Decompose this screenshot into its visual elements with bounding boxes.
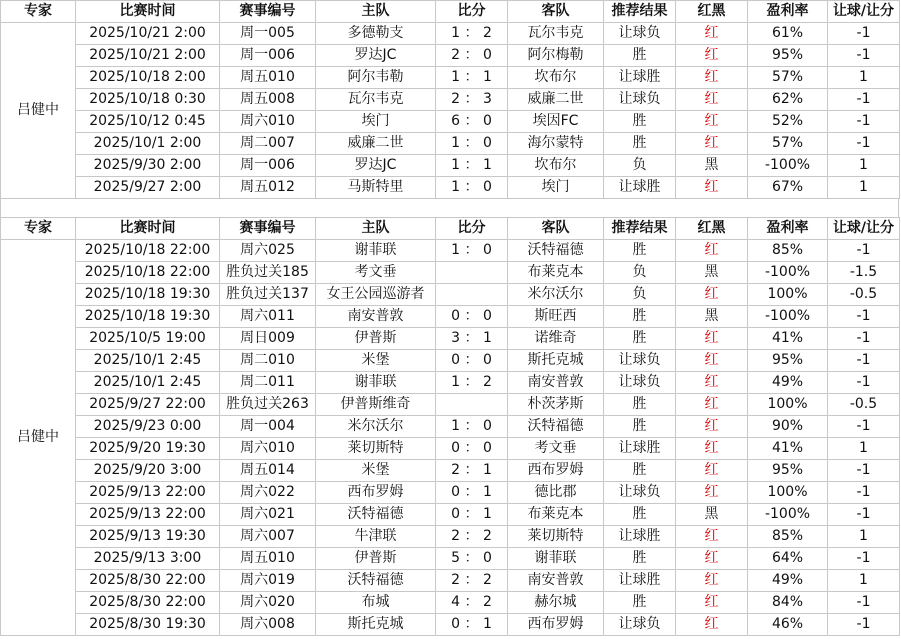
score-cell: 0 ： 0: [436, 438, 508, 460]
home-team-cell: 考文垂: [316, 262, 436, 284]
match-id-cell: 周日009: [220, 328, 316, 350]
away-team-cell: 莱切斯特: [508, 526, 604, 548]
home-team-cell: 谢菲联: [316, 372, 436, 394]
home-team-cell: 牛津联: [316, 526, 436, 548]
away-team-cell: 海尔蒙特: [508, 133, 604, 155]
score-cell: 6 ： 0: [436, 111, 508, 133]
away-team-cell: 瓦尔韦克: [508, 23, 604, 45]
home-team-cell: 南安普敦: [316, 306, 436, 328]
home-team-cell: 伊普斯维奇: [316, 394, 436, 416]
handicap-cell: 1: [828, 67, 900, 89]
match-id-cell: 周六007: [220, 526, 316, 548]
profit-rate-cell: 57%: [748, 133, 828, 155]
profit-rate-cell: 95%: [748, 460, 828, 482]
rate-header: 盈利率: [748, 218, 828, 240]
match-id-header: 赛事编号: [220, 1, 316, 23]
match-time-cell: 2025/8/30 19:30: [76, 614, 220, 636]
away-team-cell: 坎布尔: [508, 67, 604, 89]
home-team-cell: 多德勒支: [316, 23, 436, 45]
result-cell: 让球负: [604, 350, 676, 372]
handicap-cell: -1: [828, 23, 900, 45]
result-cell: 让球胜: [604, 438, 676, 460]
profit-rate-cell: 90%: [748, 416, 828, 438]
match-id-cell: 周六025: [220, 240, 316, 262]
table-row: [1, 460, 900, 482]
result-header: 推荐结果: [604, 1, 676, 23]
score-cell: 3 ： 1: [436, 328, 508, 350]
home-team-cell: 埃门: [316, 111, 436, 133]
profit-rate-cell: 46%: [748, 614, 828, 636]
result-cell: 负: [604, 284, 676, 306]
home-team-cell: 女王公园巡游者: [316, 284, 436, 306]
home-team-cell: 罗达JC: [316, 155, 436, 177]
table-row: [1, 438, 900, 460]
away-team-cell: 阿尔梅勒: [508, 45, 604, 67]
home-team-header: 主队: [316, 1, 436, 23]
table-row: [1, 526, 900, 548]
red-black-cell: 红: [676, 23, 748, 45]
match-time-cell: 2025/8/30 22:00: [76, 592, 220, 614]
result-cell: 让球胜: [604, 177, 676, 199]
handicap-cell: -1: [828, 306, 900, 328]
handicap-cell: -1: [828, 350, 900, 372]
away-team-cell: 德比郡: [508, 482, 604, 504]
match-id-cell: 周五010: [220, 67, 316, 89]
match-id-cell: 周一004: [220, 416, 316, 438]
score-cell: 0 ： 1: [436, 504, 508, 526]
result-cell: 胜: [604, 394, 676, 416]
table-row: [1, 155, 900, 177]
score-cell: 0 ： 1: [436, 614, 508, 636]
table-row: [1, 240, 900, 262]
table-row: [1, 23, 900, 45]
home-team-cell: 米堡: [316, 350, 436, 372]
match-time-cell: 2025/10/18 19:30: [76, 306, 220, 328]
match-time-cell: 2025/10/1 2:45: [76, 350, 220, 372]
match-id-cell: 周六010: [220, 438, 316, 460]
profit-rate-cell: 67%: [748, 177, 828, 199]
match-id-cell: 周二010: [220, 350, 316, 372]
table-row: [1, 177, 900, 199]
match-time-cell: 2025/8/30 22:00: [76, 570, 220, 592]
result-cell: 让球胜: [604, 526, 676, 548]
match-id-cell: 周一006: [220, 155, 316, 177]
handicap-cell: -1: [828, 111, 900, 133]
home-team-cell: 伊普斯: [316, 328, 436, 350]
match-time-cell: 2025/10/5 19:00: [76, 328, 220, 350]
red-black-cell: 红: [676, 438, 748, 460]
red-black-cell: 红: [676, 350, 748, 372]
away-team-cell: 斯旺西: [508, 306, 604, 328]
home-team-cell: 罗达JC: [316, 45, 436, 67]
red-black-header: 红黑: [676, 1, 748, 23]
result-cell: 负: [604, 155, 676, 177]
header-row: [1, 1, 900, 23]
result-cell: 胜: [604, 416, 676, 438]
handicap-cell: -1: [828, 482, 900, 504]
header-row: [1, 218, 900, 240]
match-time-cell: 2025/9/27 22:00: [76, 394, 220, 416]
match-id-cell: 周五012: [220, 177, 316, 199]
score-cell: 1 ： 0: [436, 416, 508, 438]
match-time-cell: 2025/9/20 3:00: [76, 460, 220, 482]
match-time-cell: 2025/9/13 22:00: [76, 504, 220, 526]
handicap-cell: -1: [828, 240, 900, 262]
handicap-cell: -1: [828, 504, 900, 526]
match-id-cell: 周六022: [220, 482, 316, 504]
profit-rate-cell: 62%: [748, 89, 828, 111]
away-team-cell: 斯托克城: [508, 350, 604, 372]
result-cell: 让球负: [604, 89, 676, 111]
match-id-cell: 周五010: [220, 548, 316, 570]
red-black-cell: 红: [676, 111, 748, 133]
table-row: [1, 133, 900, 155]
red-black-cell: 红: [676, 526, 748, 548]
match-time-cell: 2025/10/21 2:00: [76, 45, 220, 67]
red-black-header: 红黑: [676, 218, 748, 240]
away-team-cell: 埃因FC: [508, 111, 604, 133]
match-time-cell: 2025/10/12 0:45: [76, 111, 220, 133]
match-time-cell: 2025/10/18 22:00: [76, 240, 220, 262]
red-black-cell: 红: [676, 592, 748, 614]
profit-rate-cell: -100%: [748, 504, 828, 526]
table-row: [1, 592, 900, 614]
match-time-cell: 2025/10/18 2:00: [76, 67, 220, 89]
table-row: [1, 89, 900, 111]
handicap-cell: 1: [828, 438, 900, 460]
profit-rate-cell: 84%: [748, 592, 828, 614]
result-cell: 让球胜: [604, 67, 676, 89]
away-team-cell: 西布罗姆: [508, 460, 604, 482]
score-cell: 1 ： 1: [436, 67, 508, 89]
table-row: [1, 328, 900, 350]
table-row: [1, 504, 900, 526]
profit-rate-cell: 100%: [748, 482, 828, 504]
profit-rate-cell: -100%: [748, 306, 828, 328]
match-id-cell: 周六010: [220, 111, 316, 133]
expert-name-cell: 吕健中: [1, 23, 76, 199]
red-black-cell: 黑: [676, 262, 748, 284]
home-team-cell: 马斯特里: [316, 177, 436, 199]
match-id-cell: 周二007: [220, 133, 316, 155]
match-time-cell: 2025/9/20 19:30: [76, 438, 220, 460]
red-black-cell: 黑: [676, 306, 748, 328]
table-gap: [0, 198, 899, 217]
profit-rate-cell: 100%: [748, 394, 828, 416]
match-id-cell: 周一005: [220, 23, 316, 45]
result-cell: 负: [604, 262, 676, 284]
result-cell: 胜: [604, 328, 676, 350]
match-id-cell: 周六008: [220, 614, 316, 636]
table-row: [1, 262, 900, 284]
table-row: [1, 67, 900, 89]
score-cell: [436, 394, 508, 416]
handicap-cell: -1: [828, 614, 900, 636]
result-cell: 胜: [604, 592, 676, 614]
home-team-cell: 谢菲联: [316, 240, 436, 262]
home-team-cell: 沃特福德: [316, 504, 436, 526]
expert-name-cell: 吕健中: [1, 240, 76, 636]
away-team-header: 客队: [508, 1, 604, 23]
result-cell: 胜: [604, 548, 676, 570]
match-time-cell: 2025/9/30 2:00: [76, 155, 220, 177]
home-team-cell: 威廉二世: [316, 133, 436, 155]
score-cell: 2 ： 2: [436, 570, 508, 592]
away-team-cell: 布莱克本: [508, 262, 604, 284]
score-cell: 4 ： 2: [436, 592, 508, 614]
away-team-cell: 布莱克本: [508, 504, 604, 526]
home-team-cell: 莱切斯特: [316, 438, 436, 460]
match-id-cell: 胜负过关263: [220, 394, 316, 416]
red-black-cell: 红: [676, 394, 748, 416]
match-time-cell: 2025/10/1 2:45: [76, 372, 220, 394]
away-team-cell: 沃特福德: [508, 240, 604, 262]
result-header: 推荐结果: [604, 218, 676, 240]
table-row: [1, 284, 900, 306]
time-header: 比赛时间: [76, 1, 220, 23]
match-id-cell: 周六011: [220, 306, 316, 328]
match-time-cell: 2025/10/21 2:00: [76, 23, 220, 45]
away-team-cell: 南安普敦: [508, 570, 604, 592]
profit-rate-cell: 61%: [748, 23, 828, 45]
result-cell: 胜: [604, 504, 676, 526]
handicap-cell: -1: [828, 416, 900, 438]
handicap-cell: 1: [828, 155, 900, 177]
home-team-cell: 瓦尔韦克: [316, 89, 436, 111]
home-team-cell: 阿尔韦勒: [316, 67, 436, 89]
match-time-cell: 2025/10/18 0:30: [76, 89, 220, 111]
score-cell: [436, 284, 508, 306]
red-black-cell: 红: [676, 89, 748, 111]
red-black-cell: 红: [676, 614, 748, 636]
away-team-cell: 诺维奇: [508, 328, 604, 350]
table-row: [1, 570, 900, 592]
result-cell: 胜: [604, 306, 676, 328]
rate-header: 盈利率: [748, 1, 828, 23]
away-team-cell: 朴茨茅斯: [508, 394, 604, 416]
time-header: 比赛时间: [76, 218, 220, 240]
away-team-cell: 坎布尔: [508, 155, 604, 177]
result-cell: 胜: [604, 111, 676, 133]
red-black-cell: 红: [676, 372, 748, 394]
table-row: [1, 482, 900, 504]
handicap-header: 让球/让分: [828, 218, 900, 240]
expert-header: 专家: [1, 218, 76, 240]
result-cell: 胜: [604, 133, 676, 155]
profit-rate-cell: 95%: [748, 45, 828, 67]
away-team-cell: 考文垂: [508, 438, 604, 460]
result-cell: 胜: [604, 45, 676, 67]
home-team-header: 主队: [316, 218, 436, 240]
home-team-cell: 米堡: [316, 460, 436, 482]
home-team-cell: 斯托克城: [316, 614, 436, 636]
score-cell: 1 ： 0: [436, 177, 508, 199]
handicap-cell: -1: [828, 45, 900, 67]
red-black-cell: 红: [676, 416, 748, 438]
match-id-cell: 胜负过关137: [220, 284, 316, 306]
red-black-cell: 红: [676, 570, 748, 592]
score-cell: 1 ： 1: [436, 155, 508, 177]
score-cell: 1 ： 2: [436, 23, 508, 45]
home-team-cell: 西布罗姆: [316, 482, 436, 504]
handicap-header: 让球/让分: [828, 1, 900, 23]
away-team-cell: 威廉二世: [508, 89, 604, 111]
handicap-cell: -1: [828, 328, 900, 350]
score-cell: 5 ： 0: [436, 548, 508, 570]
away-team-cell: 赫尔城: [508, 592, 604, 614]
result-cell: 让球负: [604, 372, 676, 394]
table-row: [1, 416, 900, 438]
score-cell: 0 ： 1: [436, 482, 508, 504]
red-black-cell: 红: [676, 177, 748, 199]
score-cell: 2 ： 3: [436, 89, 508, 111]
score-cell: 2 ： 1: [436, 460, 508, 482]
profit-rate-cell: -100%: [748, 262, 828, 284]
match-id-cell: 胜负过关185: [220, 262, 316, 284]
result-cell: 胜: [604, 240, 676, 262]
score-cell: 0 ： 0: [436, 350, 508, 372]
away-team-cell: 谢菲联: [508, 548, 604, 570]
home-team-cell: 伊普斯: [316, 548, 436, 570]
table-row: [1, 548, 900, 570]
red-black-cell: 红: [676, 548, 748, 570]
profit-rate-cell: 49%: [748, 570, 828, 592]
record-table-2: [0, 217, 900, 636]
score-cell: 0 ： 0: [436, 306, 508, 328]
handicap-cell: 1: [828, 570, 900, 592]
score-header: 比分: [436, 1, 508, 23]
match-id-cell: 周六019: [220, 570, 316, 592]
red-black-cell: 红: [676, 284, 748, 306]
handicap-cell: -1: [828, 133, 900, 155]
home-team-cell: 布城: [316, 592, 436, 614]
match-id-cell: 周六021: [220, 504, 316, 526]
score-cell: 2 ： 0: [436, 45, 508, 67]
red-black-cell: 红: [676, 460, 748, 482]
table-row: [1, 306, 900, 328]
table-row: [1, 350, 900, 372]
red-black-cell: 黑: [676, 155, 748, 177]
red-black-cell: 红: [676, 328, 748, 350]
profit-rate-cell: 85%: [748, 240, 828, 262]
table-row: [1, 372, 900, 394]
table-row: [1, 394, 900, 416]
match-time-cell: 2025/10/18 22:00: [76, 262, 220, 284]
handicap-cell: -1: [828, 592, 900, 614]
away-team-cell: 埃门: [508, 177, 604, 199]
profit-rate-cell: 57%: [748, 67, 828, 89]
red-black-cell: 红: [676, 240, 748, 262]
match-id-cell: 周六020: [220, 592, 316, 614]
home-team-cell: 沃特福德: [316, 570, 436, 592]
result-cell: 让球负: [604, 482, 676, 504]
expert-header: 专家: [1, 1, 76, 23]
result-cell: 让球胜: [604, 570, 676, 592]
red-black-cell: 红: [676, 133, 748, 155]
score-cell: [436, 262, 508, 284]
red-black-cell: 红: [676, 482, 748, 504]
red-black-cell: 红: [676, 45, 748, 67]
profit-rate-cell: 52%: [748, 111, 828, 133]
table-row: [1, 614, 900, 636]
table-row: [1, 45, 900, 67]
handicap-cell: 1: [828, 526, 900, 548]
away-team-cell: 西布罗姆: [508, 614, 604, 636]
score-cell: 2 ： 2: [436, 526, 508, 548]
match-id-cell: 周五008: [220, 89, 316, 111]
profit-rate-cell: 100%: [748, 284, 828, 306]
red-black-cell: 黑: [676, 504, 748, 526]
record-table-1: [0, 0, 900, 199]
match-time-cell: 2025/10/18 19:30: [76, 284, 220, 306]
handicap-cell: -1: [828, 372, 900, 394]
profit-rate-cell: 95%: [748, 350, 828, 372]
handicap-cell: -0.5: [828, 284, 900, 306]
match-time-cell: 2025/10/1 2:00: [76, 133, 220, 155]
score-header: 比分: [436, 218, 508, 240]
away-team-cell: 米尔沃尔: [508, 284, 604, 306]
handicap-cell: -0.5: [828, 394, 900, 416]
match-time-cell: 2025/9/23 0:00: [76, 416, 220, 438]
match-id-cell: 周二011: [220, 372, 316, 394]
handicap-cell: 1: [828, 177, 900, 199]
handicap-cell: -1: [828, 89, 900, 111]
score-cell: 1 ： 2: [436, 372, 508, 394]
match-time-cell: 2025/9/13 3:00: [76, 548, 220, 570]
match-time-cell: 2025/9/27 2:00: [76, 177, 220, 199]
profit-rate-cell: 85%: [748, 526, 828, 548]
match-id-cell: 周一006: [220, 45, 316, 67]
result-cell: 让球负: [604, 614, 676, 636]
score-cell: 1 ： 0: [436, 133, 508, 155]
profit-rate-cell: 41%: [748, 438, 828, 460]
match-id-header: 赛事编号: [220, 218, 316, 240]
match-time-cell: 2025/9/13 22:00: [76, 482, 220, 504]
profit-rate-cell: 49%: [748, 372, 828, 394]
away-team-cell: 沃特福德: [508, 416, 604, 438]
handicap-cell: -1.5: [828, 262, 900, 284]
match-id-cell: 周五014: [220, 460, 316, 482]
profit-rate-cell: -100%: [748, 155, 828, 177]
match-time-cell: 2025/9/13 19:30: [76, 526, 220, 548]
result-cell: 胜: [604, 460, 676, 482]
profit-rate-cell: 41%: [748, 328, 828, 350]
away-team-cell: 南安普敦: [508, 372, 604, 394]
handicap-cell: -1: [828, 548, 900, 570]
red-black-cell: 红: [676, 67, 748, 89]
away-team-header: 客队: [508, 218, 604, 240]
handicap-cell: -1: [828, 460, 900, 482]
table-row: [1, 111, 900, 133]
home-team-cell: 米尔沃尔: [316, 416, 436, 438]
result-cell: 让球负: [604, 23, 676, 45]
profit-rate-cell: 64%: [748, 548, 828, 570]
score-cell: 1 ： 0: [436, 240, 508, 262]
